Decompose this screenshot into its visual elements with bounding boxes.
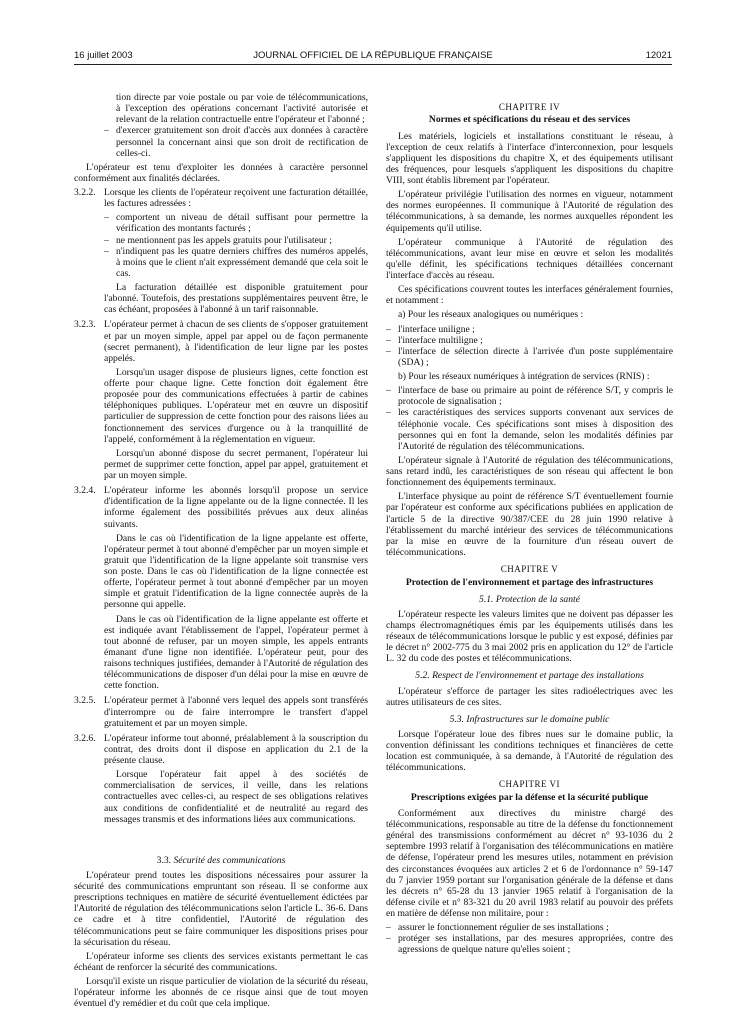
section-title: Sécurité des communications (173, 854, 286, 866)
left-column (74, 92, 368, 1012)
section-3-2-2 (74, 187, 368, 315)
paragraph: L'opérateur est tenu d'exploiter les données à caractère personnel conformément aux finalités déclarées. (74, 161, 368, 184)
paragraph: L'opérateur informe tout abonné, préalablement à la souscription du contrat, des droits dont il dispose en application du 2.1 de la présente clause. (104, 732, 368, 766)
section-heading: 5.3. Infrastructures sur le domaine public (449, 713, 610, 725)
sub-label-b: b) Pour les réseaux numériques à intégration de services (RNIS) : (398, 371, 650, 383)
list-item: – comportent un niveau de détail suffisant pour permettre la vérification des montants facturés ; (104, 212, 368, 234)
paragraph: Lorsqu'un usager dispose de plusieurs lignes, cette fonction est offerte pour chaque ligne. Cette fonction doit également être proposée pour des communications effectuées à partir de cabines téléphoniques publiques. L'opérateur met en œuvre un dispositif particulier de suppression de cette fonction pour des raisons liées au fonctionnement des services d'urgence ou à la tranquillité de l'appelé, conformément à la réglementation en vigueur. (104, 366, 368, 445)
section-number: 3.2.6. (74, 732, 96, 744)
paragraph: L'opérateur communique à l'Autorité de régulation des télécommunications, avant leur mise en œuvre et selon les modalités qu'elle définit, les spécifications techniques détaillées concernant l'interface d'accès au réseau. (386, 236, 673, 282)
header-rule (74, 64, 672, 65)
paragraph: L'opérateur signale à l'Autorité de régulation des télécommunications, sans retard indû, les caractéristiques de son réseau qui affectent le bon fonctionnement des équipements terminaux. (386, 454, 673, 489)
list-item-text: d'exercer gratuitement son droit d'accès aux données à caractère personnel la concernant ainsi que son droit de rectification de celles-ci. (116, 125, 368, 159)
header-page-number: 12021 (645, 50, 672, 61)
list-item: – ne mentionnent pas les appels gratuits pour l'utilisateur ; (104, 235, 368, 246)
section-3-2-3 (74, 319, 368, 481)
paragraph: Conformément aux directives du ministre chargé des télécommunications, responsable au titre de la défense du fonctionnement général des transmissions conformément au décret n° 93-1036 du 2 septembre 1993 relatif à l'organisation des télécommunications en matière de défense, l'opérateur prend les mesures utiles, notamment en prévision des circonstances évoquées aux articles 2 et 6 de l'ordonnance n° 59-147 du 7 janvier 1959 portant sur l'organisation générale de la défense et dans les décrets n° 65-28 du 13 janvier 1965 relatif à l'organisation de la défense civile et n° 83-321 du 20 avril 1983 relatif au pouvoir des préfets en matière de défense non militaire, pour : (386, 807, 673, 920)
paragraph: Dans le cas où l'identification de la ligne appelante est offerte et est indiquée avant l'établissement de l'appel, l'opérateur permet à tout abonné de refuser, par un moyen simple, les appels entrants émanant d'une ligne non identifiée. L'opérateur peut, pour des raisons techniques justifiées, demander à l'Autorité de régulation des télécommunications de disposer d'un délai pour la mise en œuvre de cette fonction. (104, 613, 368, 692)
section-number: 3.2.5. (74, 695, 96, 707)
section-number: 3.2.4. (74, 485, 96, 497)
paragraph: Lorsqu'un abonné dispose du secret permanent, l'opérateur lui permet de supprimer cette fonction, appel par appel, gratuitement et par un moyen simple. (104, 447, 368, 481)
header-date: 16 juillet 2003 (74, 50, 133, 61)
list-item: – protéger ses installations, par des mesures appropriées, contre des agressions de quelque nature qu'elles soient ; (386, 933, 673, 955)
paragraph: L'opérateur permet à chacun de ses clients de s'opposer gratuitement et par un moyen simple, appel par appel ou de façon permanente (secret permanent), à l'identification de leur ligne par les postes appelés. (104, 319, 368, 364)
section-number: 3.3. (156, 854, 172, 866)
list-item: – l'interface multiligne ; (386, 335, 673, 346)
paragraph: L'opérateur informe les abonnés lorsqu'il propose un service d'identification de la ligne appelante ou de la ligne connectée. Il les informe également des possibilités prévues aux deux alinéas suivants. (104, 485, 368, 530)
paragraph: L'opérateur informe ses clients des services existants permettant le cas échéant de renforcer la sécurité des communications. (74, 950, 368, 973)
chapter-title: Protection de l'environnement et partage des infrastructures (405, 576, 654, 588)
paragraph: Ces spécifications couvrent toutes les interfaces généralement fournies, et notamment : (386, 284, 673, 307)
list-item: – assurer le fonctionnement régulier de ses installations ; (386, 922, 673, 933)
list-item: – l'interface uniligne ; (386, 324, 673, 335)
list-item: – les caractéristiques des services supports convenant aux services de téléphonie vocale. Ces spécifications sont mises à disposition des personnes qui en font la demande, selon les modalités définies par l'Autorité de régulation des télécommunications. (386, 407, 673, 452)
section-number: 3.2.2. (74, 187, 96, 198)
right-column (386, 96, 673, 959)
sub-label-a: a) Pour les réseaux analogiques ou numériques : (398, 309, 584, 321)
paragraph: L'interface physique au point de référence S/T éventuellement fournie par l'opérateur est conforme aux spécifications publiées en application de l'article 5 de la directive 90/387/CEE du 28 juin 1990 relative à l'établissement du marché intérieur des services de télécommunications par la mise en œuvre de la fourniture d'un réseau ouvert de télécommunications. (386, 491, 673, 558)
section-heading: 5.2. Respect de l'environnement et partage des installations (415, 670, 644, 682)
spacer (74, 829, 368, 849)
bullet-list (386, 324, 673, 369)
bullet-list (104, 212, 368, 279)
bullet-list (386, 922, 673, 955)
paragraph: Dans le cas où l'identification de la ligne appelante est offerte, l'opérateur permet à tout abonné d'empêcher par un moyen simple et gratuit que l'identification de la ligne appelante soit transmise vers son poste. Dans le cas où l'identification de la ligne connectée est offerte, l'opérateur permet à tout abonné d'empêcher par un moyen simple et gratuit l'identification de la ligne connectée auprès de la personne qui appelle. (104, 532, 368, 611)
page-header (74, 50, 672, 64)
paragraph: L'opérateur privilégie l'utilisation des normes en vigueur, notamment des normes européennes. Il communique à l'Autorité de régulation des télécommunications, à sa demande, les normes auxquelles répondent les équipements qu'il utilise. (386, 189, 673, 234)
chapter-label: CHAPITRE IV (498, 102, 561, 112)
list-item: – n'indiquent pas les quatre derniers chiffres des numéros appelés, à moins que le client n'ait expressément demandé que cela soit le cas. (104, 246, 368, 279)
list-item: – l'interface de sélection directe à l'arrivée d'un poste supplémentaire (SDA) ; (386, 346, 673, 368)
paragraph: Lorsque les clients de l'opérateur reçoivent une facturation détaillée, les factures adressées : (104, 187, 368, 210)
chapter-title: Prescriptions exigées par la défense et la sécurité publique (410, 791, 649, 803)
bullet-list (386, 385, 673, 452)
continued-list (104, 92, 368, 159)
section-number: 3.2.3. (74, 319, 96, 331)
chapter-label: CHAPITRE VI (498, 779, 561, 790)
paragraph: L'opérateur permet à l'abonné vers lequel des appels sont transférés d'interrompre ou de faire interrompre le transfert d'appel gratuitement et par un moyen simple. (104, 695, 368, 729)
section-heading-3-3 (74, 855, 368, 866)
paragraph: Lorsque l'opérateur loue des fibres nues sur le domaine public, la convention définissant les conditions techniques et financières de cette location est communiquée, à sa demande, à l'Autorité de régulation des télécommunications. (386, 728, 673, 774)
paragraph: L'opérateur s'efforce de partager les sites radioélectriques avec les autres utilisateurs de ces sites. (386, 685, 673, 708)
paragraph: L'opérateur respecte les valeurs limites que ne doivent pas dépasser les champs électromagnétiques émis par les équipements utilisés dans les réseaux de télécommunications lorsque le public y est exposé, définies par le décret n° 2002-775 du 3 mai 2002 pris en application du 12° de l'article L. 32 du code des postes et télécommunications. (386, 608, 673, 665)
paragraph: L'opérateur prend toutes les dispositions nécessaires pour assurer la sécurité des communications empruntant son réseau. Il se conforme aux prescriptions techniques en matière de sécurité éventuellement édictées par l'Autorité de régulation des télécommunications selon l'article L. 36-6. Dans ce cadre et à titre confidentiel, l'Autorité de régulation des télécommunications peut se faire communiquer les dispositions prises pour la sécurisation du réseau. (74, 869, 368, 948)
chapter-label: CHAPITRE V (500, 564, 559, 575)
section-3-2-5 (74, 695, 368, 728)
list-item: – l'interface de base ou primaire au point de référence S/T, y compris le protocole de signalisation ; (386, 385, 673, 407)
section-heading: 5.1. Protection de la santé (479, 593, 580, 605)
paragraph: Les matériels, logiciels et installations constituant le réseau, à l'exception de ceux relatifs à l'interface d'interconnexion, pour lesquels s'appliquent les dispositions du chapitre X, et des équipements utilisant des fréquences, pour lesquels s'appliquent les dispositions du chapitre VIII, sont établis librement par l'opérateur. (386, 130, 673, 187)
list-item-text: tion directe par voie postale ou par voie de télécommunications, à l'exception des opérations concernant l'activité autorisée et relevant de la relation contractuelle entre l'opérateur et l'abonné ; (116, 92, 368, 126)
list-item (104, 125, 368, 158)
header-title: JOURNAL OFFICIEL DE LA RÉPUBLIQUE FRANÇAISE (253, 50, 493, 61)
chapter-title: Normes et spécifications du réseau et des services (428, 114, 631, 126)
paragraph: Lorsqu'il existe un risque particulier de violation de la sécurité du réseau, l'opérateur informe les abonnés de ce risque ainsi que de tout moyen éventuel d'y remédier et du coût que cela implique. (74, 976, 368, 1010)
section-3-2-4 (74, 485, 368, 691)
paragraph: La facturation détaillée est disponible gratuitement pour l'abonné. Toutefois, des prestations supplémentaires peuvent être, le cas échéant, proposées à l'abonné à un tarif raisonnable. (104, 282, 368, 316)
paragraph: Lorsque l'opérateur fait appel à des sociétés de commercialisation de services, il veille, dans les relations contractuelles avec celles-ci, au respect de ses obligations relatives aux conditions de confidentialité et de neutralité au regard des messages transmis et des informations liées aux communications. (104, 769, 368, 825)
section-3-2-6 (74, 733, 368, 825)
list-item (104, 92, 368, 125)
